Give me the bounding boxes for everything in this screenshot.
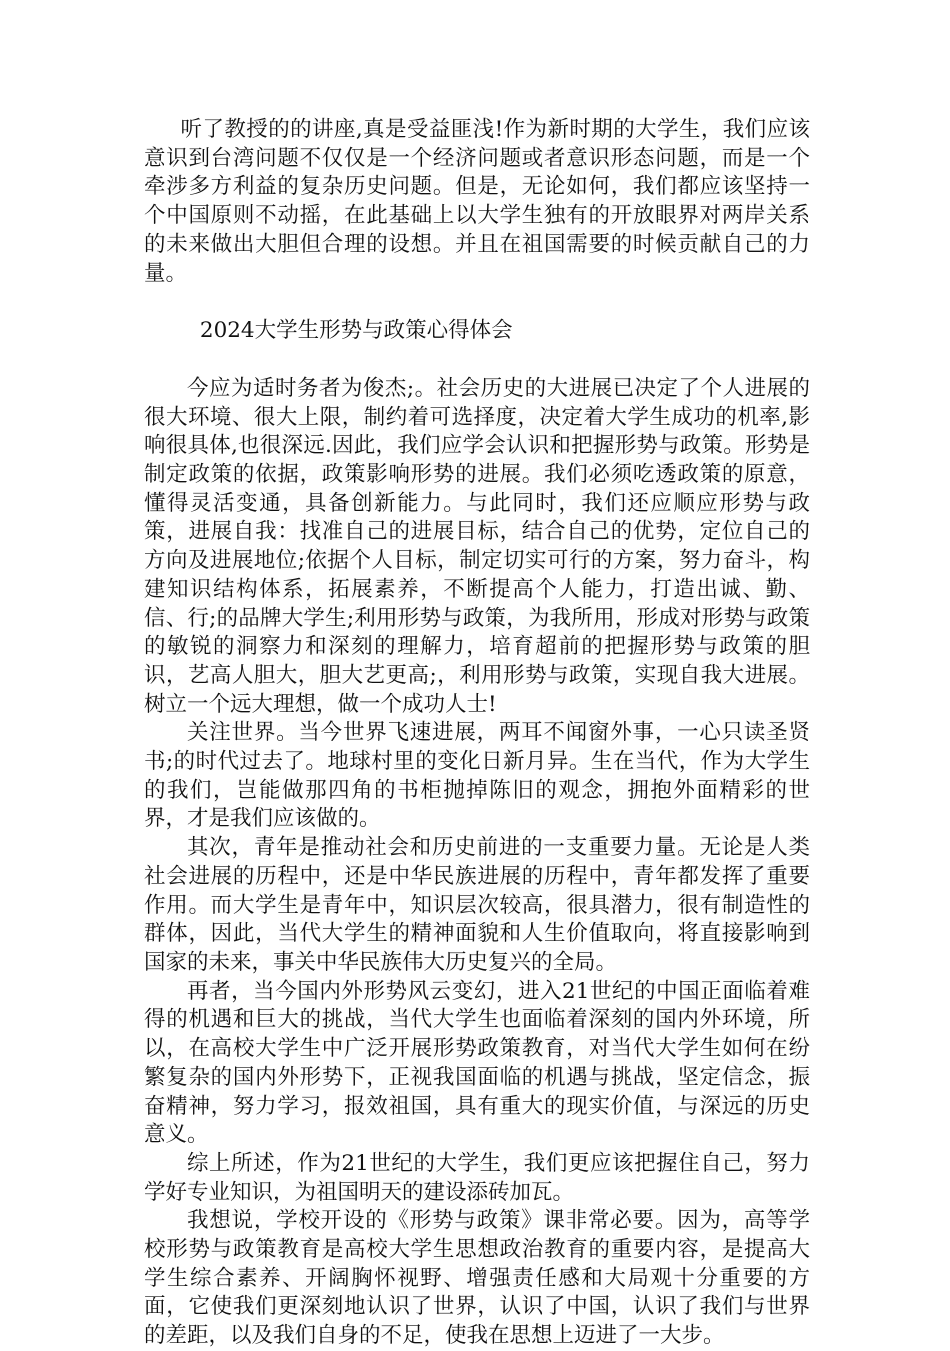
body-paragraph: 综上所述，作为21世纪的大学生，我们更应该把握住自己，努力学好专业知识，为祖国明天的建设添砖加瓦。	[144, 1150, 810, 1205]
body-paragraph: 今应为适时务者为俊杰;。社会历史的大进展已决定了个人进展的很大环境、很大上限，制约着可选择度，决定着大学生成功的机率,影响很具体,也很深远.因此，我们应学会认识和把握形势与政策。形势是制定政策的依据，政策影响形势的进展。我们必须吃透政策的原意，懂得灵活变通，具备创新能力。与此同时，我们还应顺应形势与政策，进展自我：找准自己的进展目标，结合自己的优势，定位自己的方向及进展地位;依据个人目标，制定切实可行的方案，努力奋斗，构建知识结构体系，拓展素养，不断提高个人能力，打造出诚、勤、信、行;的品牌大学生;利用形势与政策，为我所用，形成对形势与政策的敏锐的洞察力和深刻的理解力，培育超前的把握形势与政策的胆识，艺高人胆大，胆大艺更高;，利用形势与政策，实现自我大进展。树立一个远大理想，做一个成功人士!	[144, 375, 810, 717]
intro-paragraph: 听了教授的的讲座,真是受益匪浅!作为新时期的大学生，我们应该意识到台湾问题不仅仅是一个经济问题或者意识形态问题，而是一个牵涉多方利益的复杂历史问题。但是，无论如何，我们都应该坚持一个中国原则不动摇，在此基础上以大学生独有的开放眼界对两岸关系的未来做出大胆但合理的设想。并且在祖国需要的时候贡献自己的力量。	[144, 117, 810, 286]
body-paragraph: 我想说，学校开设的《形势与政策》课非常必要。因为，高等学校形势与政策教育是高校大学生思想政治教育的重要内容，是提高大学生综合素养、开阔胸怀视野、增强责任感和大局观十分重要的方面，它使我们更深刻地认识了世界，认识了中国，认识了我们与世界的差距，以及我们自身的不足，使我在思想上迈进了一大步。	[144, 1208, 810, 1349]
section-title: 2024大学生形势与政策心得体会	[199, 318, 513, 344]
document-page	[144, 116, 810, 1351]
body-paragraph: 关注世界。当今世界飞速进展，两耳不闻窗外事，一心只读圣贤书;的时代过去了。地球村里的变化日新月异。生在当代，作为大学生的我们，岂能做那四角的书柜抛掉陈旧的观念，拥抱外面精彩的世界，才是我们应该做的。	[144, 720, 810, 832]
body-paragraph: 其次，青年是推动社会和历史前进的一支重要力量。无论是人类社会进展的历程中，还是中华民族进展的历程中，青年都发挥了重要作用。而大学生是青年中，知识层次较高，很具潜力，很有制造性的群体，因此，当代大学生的精神面貌和人生价值取向，将直接影响到国家的未来，事关中华民族伟大历史复兴的全局。	[144, 835, 810, 975]
body-paragraph: 再者，当今国内外形势风云变幻，进入21世纪的中国正面临着难得的机遇和巨大的挑战，当代大学生也面临着深刻的国内外环境，所以，在高校大学生中广泛开展形势政策教育，对当代大学生如何在纷繁复杂的国内外形势下，正视我国面临的机遇与挑战，坚定信念，振奋精神，努力学习，报效祖国，具有重大的现实价值，与深远的历史意义。	[144, 978, 810, 1148]
